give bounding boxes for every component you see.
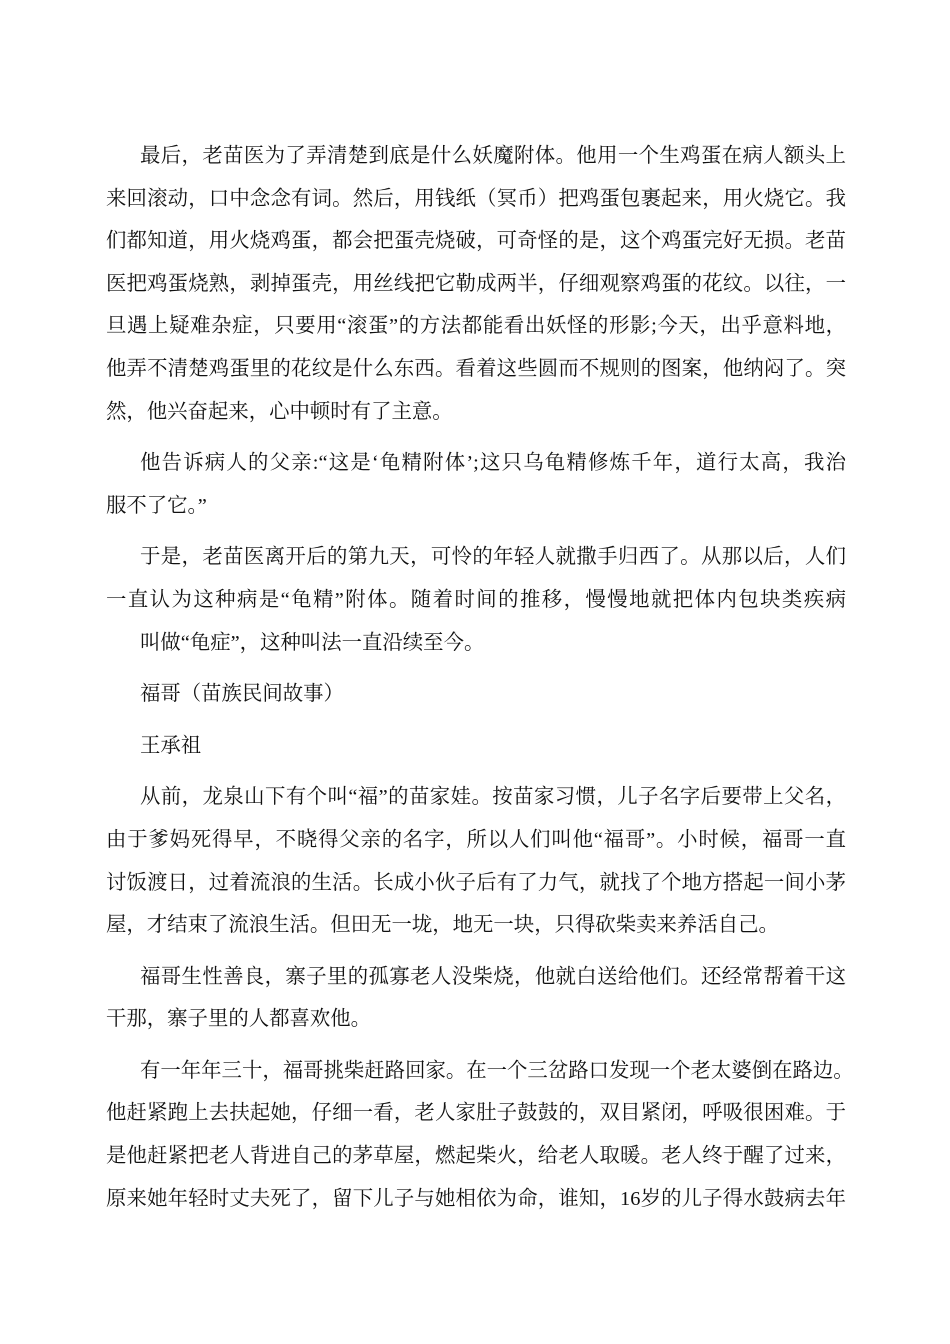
text-line: 是他赶紧把老人背进自己的茅草屋，燃起柴火，给老人取暖。老人终于醒了过来， <box>106 1145 846 1168</box>
text-line: 从前，龙泉山下有个叫“福”的苗家娃。按苗家习惯，儿子名字后要带上父名， <box>140 786 846 809</box>
paragraph <box>106 622 846 665</box>
text-line: 来回滚动，口中念念有词。然后，用钱纸（冥币）把鸡蛋包裹起来，用火烧它。我 <box>106 187 846 210</box>
text-line: 于是，老苗医离开后的第九天，可怜的年轻人就撒手归西了。从那以后，人们 <box>140 546 846 569</box>
text-line: 他告诉病人的父亲:“这是‘龟精附体’;这只乌龟精修炼千年，道行太高，我治 <box>140 452 846 475</box>
text-line: 他弄不清楚鸡蛋里的花纹是什么东西。看着这些圆而不规则的图案，他纳闷了。突 <box>106 357 846 380</box>
document-body <box>106 135 854 1229</box>
paragraph <box>106 442 846 527</box>
paragraph <box>106 135 846 433</box>
paragraph <box>106 776 846 946</box>
text-line: 王承祖 <box>140 734 202 757</box>
text-line: 最后，老苗医为了弄清楚到底是什么妖魔附体。他用一个生鸡蛋在病人额头上 <box>140 145 846 167</box>
text-line: 福哥（苗族民间故事） <box>140 683 344 706</box>
text-line: 医把鸡蛋烧熟，剥掉蛋壳，用丝线把它勒成两半，仔细观察鸡蛋的花纹。以往，一 <box>106 272 846 295</box>
text-line: 服不了它。” <box>106 494 207 517</box>
text-line: 讨饭渡日，过着流浪的生活。长成小伙子后有了力气，就找了个地方搭起一间小茅 <box>106 871 846 894</box>
paragraph <box>106 956 846 1041</box>
paragraph <box>106 536 846 621</box>
text-line: 旦遇上疑难杂症，只要用“滚蛋”的方法都能看出妖怪的形影;今天，出乎意料地， <box>106 315 846 338</box>
text-line: 屋，才结束了流浪生活。但田无一垅，地无一块，只得砍柴卖来养活自己。 <box>106 914 779 937</box>
text-line: 干那，寨子里的人都喜欢他。 <box>106 1008 372 1031</box>
paragraph <box>106 725 846 768</box>
paragraph <box>106 673 846 716</box>
text-line: 然，他兴奋起来，心中顿时有了主意。 <box>106 400 453 423</box>
text-line: 叫做“龟症”，这种叫法一直沿续至今。 <box>140 631 485 654</box>
text-line: 们都知道，用火烧鸡蛋，都会把蛋壳烧破，可奇怪的是，这个鸡蛋完好无损。老苗 <box>106 230 846 253</box>
text-line: 福哥生性善良，寨子里的孤寡老人没柴烧，他就白送给他们。还经常帮着干这 <box>140 965 846 988</box>
text-line: 原来她年轻时丈夫死了，留下儿子与她相依为命，谁知，16岁的儿子得水鼓病去年 <box>106 1187 846 1210</box>
text-line: 他赶紧跑上去扶起她，仔细一看，老人家肚子鼓鼓的，双目紧闭，呼吸很困难。于 <box>106 1102 846 1125</box>
text-line: 有一年年三十，福哥挑柴赶路回家。在一个三岔路口发现一个老太婆倒在路边。 <box>140 1059 854 1082</box>
text-line: 由于爹妈死得早，不晓得父亲的名字，所以人们叫他“福哥”。小时候，福哥一直 <box>106 828 846 851</box>
text-line: 一直认为这种病是“龟精”附体。随着时间的推移，慢慢地就把体内包块类疾病 <box>106 588 846 611</box>
paragraph <box>106 1050 854 1220</box>
